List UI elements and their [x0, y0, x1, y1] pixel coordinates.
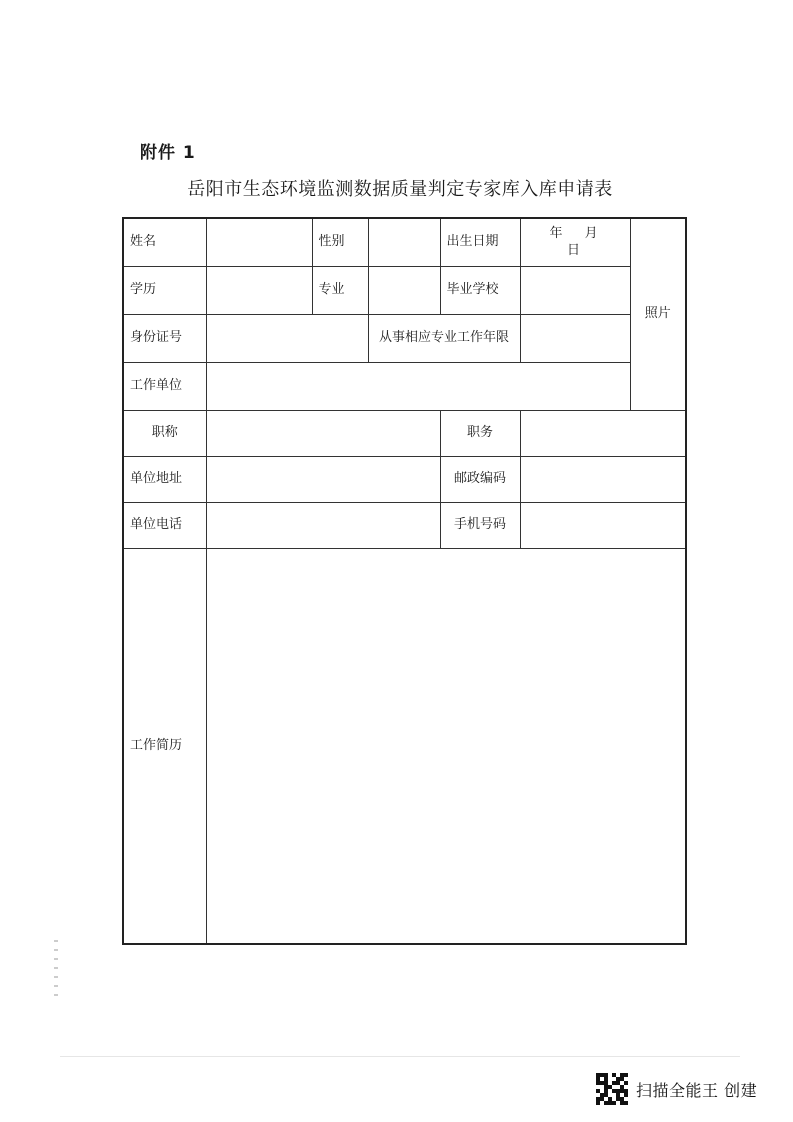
qr-code-icon [596, 1073, 628, 1105]
position-label: 职务 [440, 410, 520, 456]
resume-label: 工作简历 [123, 548, 206, 944]
id-number-label: 身份证号 [123, 314, 206, 362]
resume-field[interactable] [206, 548, 686, 944]
date-day: 日 [567, 243, 584, 259]
table-row [123, 218, 686, 266]
job-title-label: 职称 [123, 410, 206, 456]
photo-box[interactable]: 照片 [630, 218, 686, 410]
date-month: 月 [584, 225, 601, 241]
application-form [122, 217, 687, 945]
id-number-field[interactable] [206, 314, 368, 362]
school-field[interactable] [520, 266, 630, 314]
attachment-label: 附件 1 [140, 143, 196, 163]
birth-date-label: 出生日期 [440, 218, 520, 266]
table-row [123, 314, 686, 362]
gender-field[interactable] [368, 218, 440, 266]
birth-date-field[interactable] [520, 218, 630, 266]
table-row [123, 362, 686, 410]
work-years-field[interactable] [520, 314, 630, 362]
table-row [123, 502, 686, 548]
mobile-field[interactable] [520, 502, 686, 548]
scanner-watermark [596, 1072, 757, 1106]
name-label: 姓名 [123, 218, 206, 266]
date-year: 年 [549, 225, 566, 241]
gender-label: 性别 [312, 218, 368, 266]
job-title-field[interactable] [206, 410, 440, 456]
table-row [123, 266, 686, 314]
office-phone-label: 单位电话 [123, 502, 206, 548]
address-field[interactable] [206, 456, 440, 502]
work-years-label: 从事相应专业工作年限 [368, 314, 520, 362]
page-edge-line [60, 1056, 740, 1057]
office-phone-field[interactable] [206, 502, 440, 548]
education-label: 学历 [123, 266, 206, 314]
postcode-field[interactable] [520, 456, 686, 502]
name-field[interactable] [206, 218, 312, 266]
scan-artifact [54, 940, 58, 1000]
employer-field[interactable] [206, 362, 630, 410]
employer-label: 工作单位 [123, 362, 206, 410]
major-field[interactable] [368, 266, 440, 314]
education-field[interactable] [206, 266, 312, 314]
school-label: 毕业学校 [440, 266, 520, 314]
postcode-label: 邮政编码 [440, 456, 520, 502]
table-row [123, 548, 686, 944]
major-label: 专业 [312, 266, 368, 314]
watermark-text: 扫描全能王 创建 [636, 1080, 758, 1100]
table-row [123, 410, 686, 456]
position-field[interactable] [520, 410, 686, 456]
mobile-label: 手机号码 [440, 502, 520, 548]
address-label: 单位地址 [123, 456, 206, 502]
page-title: 岳阳市生态环境监测数据质量判定专家库入库申请表 [187, 179, 613, 200]
table-row [123, 456, 686, 502]
